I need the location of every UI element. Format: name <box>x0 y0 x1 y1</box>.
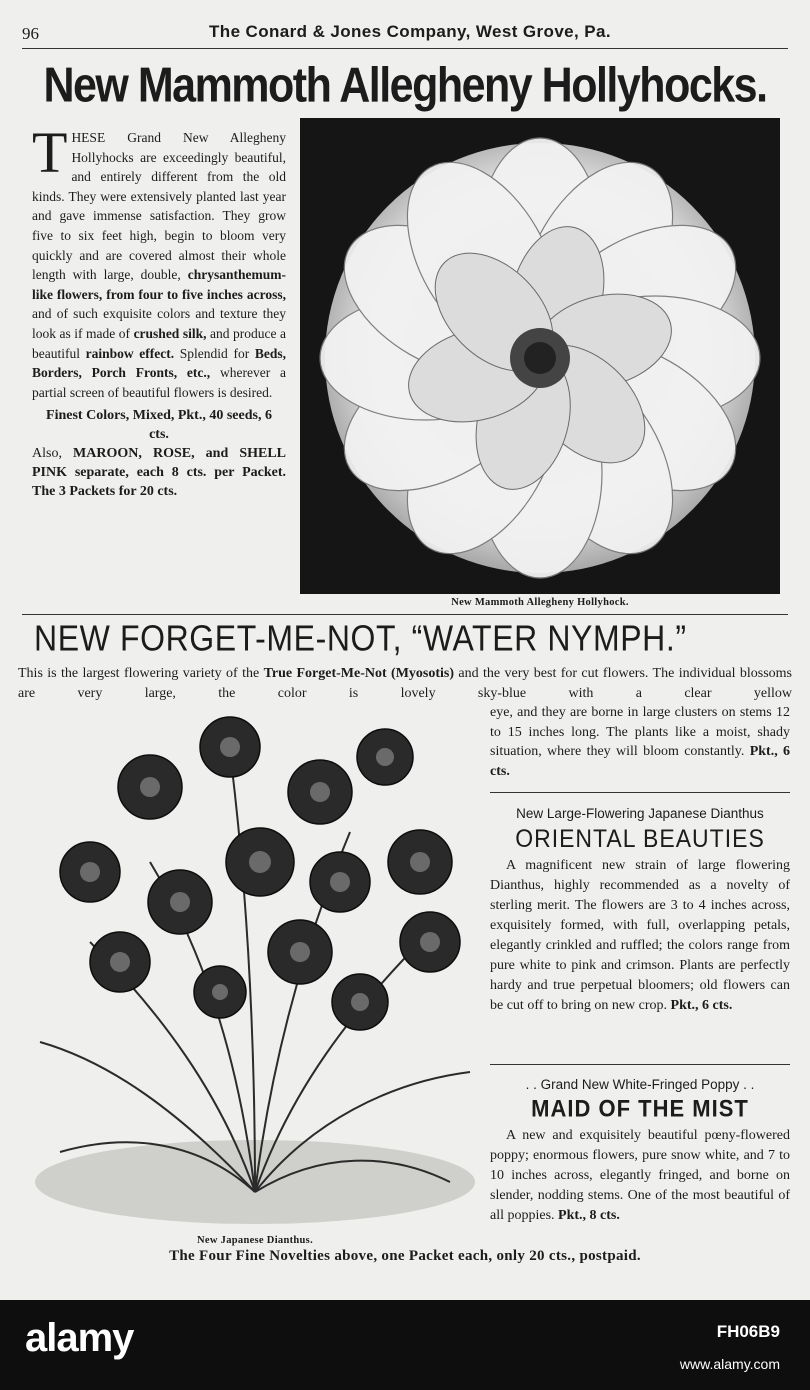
alamy-logo[interactable]: alamy <box>25 1316 134 1360</box>
dianthus-body: A magnificent new strain of large flowering Dianthus, highly recommended as a novelty of sterling merit. The flowers are 3 to 4 inches across, exquisitely formed, with full, overlapping petals, elegantly crinkled and ruffled; the colors range from pure white to pink and crimson. Plants are perfectly hardy and true perpetual bloomers; old flowers can be cut off to bring on new crop. Pkt., 6 cts. <box>490 858 790 1013</box>
hollyhock-flower-image <box>300 118 780 594</box>
hollyhock-title: New Mammoth Allegheny Hollyhocks. <box>43 58 767 114</box>
hollyhock-caption: New Mammoth Allegheny Hollyhock. <box>451 597 629 608</box>
hollyhock-description: THESE Grand New Allegheny Hollyhocks are exceedingly beautiful, and entirely different from the old kinds. They were extensively planted last year and gave immense satisfaction. They grow five to six feet high, begin to bloom very quickly and are covered almost their whole length with large, double, chrysanthemum-like flowers, from four to five inches across, and of such exquisite colors and texture they look as if made of crushed silk, and produce a beautiful rainbow effect. Splendid for Beds, Borders, Porch Fronts, etc., wherever a partial screen of beautiful flowers is desired. Finest Colors, Mixed, Pkt., 40 seeds, 6 cts. Also, MAROON, ROSE, and SHELL PINK separate, each 8 cts. per Packet. The 3 Packets for 20 cts. <box>32 120 287 500</box>
forget-me-not-title: NEW FORGET-ME-NOT, “WATER NYMPH.” <box>34 618 687 659</box>
short-rule-1 <box>490 792 790 793</box>
poppy-body: A new and exquisitely beautiful pœny-flowered poppy; enormous flowers, pure snow white, and 7 to 10 inches across, elegantly fringed, and borne on slender, nodding stems. One of the most beautiful of all poppies. Pkt., 8 cts. <box>490 1128 790 1223</box>
page-header <box>0 18 810 48</box>
section-rule <box>22 614 788 615</box>
poppy-section <box>490 1077 790 1226</box>
forget-me-not-price: Pkt., 6 cts. <box>490 744 791 779</box>
page-number: 96 <box>22 24 39 43</box>
dianthus-section <box>490 806 790 1016</box>
running-title: The Conard & Jones Company, West Grove, Pa. <box>209 22 611 41</box>
poppy-title: MAID OF THE MIST <box>531 1094 749 1123</box>
short-rule-2 <box>490 1064 790 1065</box>
dianthus-engraving <box>30 712 480 1232</box>
dianthus-price: Pkt., 6 cts. <box>670 998 733 1013</box>
hollyhock-separate-price: MAROON, ROSE, and SHELL PINK separate, each 8 cts. per Packet. The 3 Packets for 20 cts. <box>32 446 287 500</box>
dianthus-caption: New Japanese Dianthus. <box>197 1235 313 1246</box>
site-url[interactable]: www.alamy.com <box>679 1356 780 1372</box>
dianthus-illustration <box>30 712 480 1232</box>
hollyhock-photo <box>300 118 780 594</box>
drop-cap: T <box>32 120 68 185</box>
dianthus-kicker: New Large-Flowering Japanese Dianthus <box>516 806 764 821</box>
image-id: FH06B9 <box>716 1322 780 1341</box>
header-rule <box>22 48 788 49</box>
forget-me-not-lead: This is the largest flowering variety of the True Forget-Me-Not (Myosotis) and the very best for cut flowers. The individual blossoms are very large, the color is lovely sky-blue with a clear yellow <box>18 666 792 701</box>
hollyhock-price: Finest Colors, Mixed, Pkt., 40 seeds, 6 cts. <box>46 408 272 443</box>
forget-me-not-body: eye, and they are borne in large clusters on stems 12 to 15 inches long. The plants like a moist, shady situation, where they will bloom constantly. Pkt., 6 cts. <box>490 705 791 779</box>
poppy-kicker: . . Grand New White-Fringed Poppy . . <box>525 1077 755 1092</box>
offer-footer: The Four Fine Novelties above, one Packet each, only 20 cts., postpaid. <box>169 1248 641 1264</box>
dianthus-title: ORIENTAL BEAUTIES <box>515 823 765 853</box>
stock-banner <box>0 1300 810 1390</box>
poppy-price: Pkt., 8 cts. <box>558 1208 620 1223</box>
